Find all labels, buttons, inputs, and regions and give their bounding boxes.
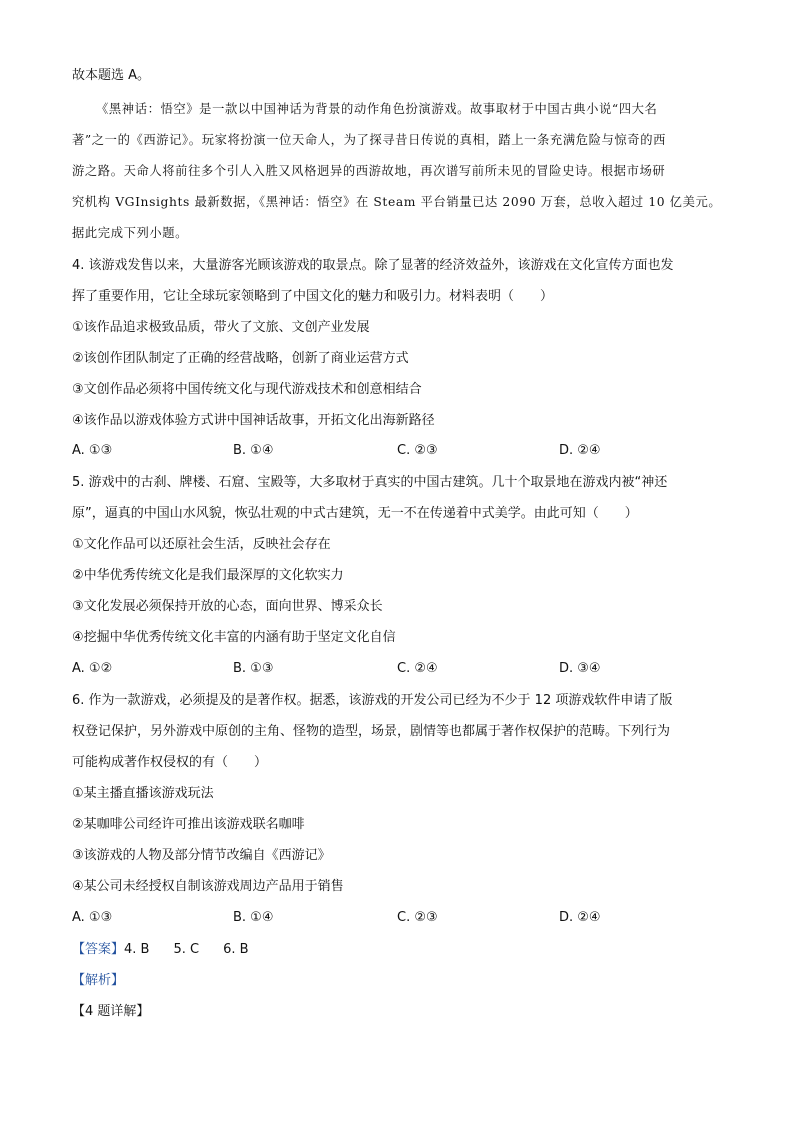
question-4-item: ②该创作团队制定了正确的经营战略，创新了商业运营方式 [72,351,409,366]
passage-line: 游之路。天命人将前往多个引人入胜又风格迥异的西游故地，再次谱写前所未见的冒险史诗。根据市场研 [72,164,666,178]
question-4-item: ①该作品追求极致品质，带火了文旅、文创产业发展 [72,320,370,335]
question-6-item: ①某主播直播该游戏玩法 [72,786,214,801]
question-5-item: ①文化作品可以还原社会生活，反映社会存在 [72,537,331,552]
question-6-item: ④某公司未经授权自制该游戏周边产品用于销售 [72,879,344,894]
question-6-stem: 6. 作为一款游戏，必须提及的是著作权。据悉，该游戏的开发公司已经为不少于 12 项游戏软件申请了版 [72,693,673,708]
question-5-item: ④挖掘中华优秀传统文化丰富的内涵有助于坚定文化自信 [72,630,396,645]
question-5-stem: 原”，逼真的中国山水风貌，恢弘壮观的中式古建筑，无一不在传递着中式美学。由此可知（ ） [72,506,638,521]
question-6-item: ②某咖啡公司经许可推出该游戏联名咖啡 [72,817,305,832]
question-6-stem: 可能构成著作权侵权的有（ ） [72,755,268,770]
answer-value: 4. B [124,942,150,957]
question-4-item: ④该作品以游戏体验方式讲中国神话故事，开拓文化出海新路径 [72,413,435,428]
option-d: D. ③④ [559,661,601,676]
detail-label: 【4 题详解】 [72,1004,150,1019]
option-d: D. ②④ [559,443,601,458]
question-6-options [72,908,632,928]
option-c: C. ②③ [397,443,438,458]
analysis-label: 【解析】 [72,973,125,988]
option-a: A. ①③ [72,910,113,925]
question-5-options [72,659,632,679]
option-c: C. ②④ [397,661,438,676]
intro-line: 故本题选 A。 [72,68,151,83]
option-d: D. ②④ [559,910,601,925]
passage-line: 据此完成下列小题。 [72,226,189,240]
option-b: B. ①③ [233,661,274,676]
option-a: A. ①② [72,661,113,676]
option-a: A. ①③ [72,443,113,458]
question-6-item: ③该游戏的人物及部分情节改编自《西游记》 [72,848,331,863]
answer-value: 6. B [223,942,249,957]
passage-line: 究机构 VGInsights 最新数据，《黑神话：悟空》在 Steam 平台销量已达 2090 万套，总收入超过 10 亿美元。 [72,195,722,209]
question-4-stem: 4. 该游戏发售以来，大量游客光顾该游戏的取景点。除了显著的经济效益外，该游戏在文化宣传方面也发 [72,258,674,273]
question-5-item: ②中华优秀传统文化是我们最深厚的文化软实力 [72,568,344,583]
passage-line: 著”之一的《西游记》。玩家将扮演一位天命人，为了探寻昔日传说的真相，踏上一条充满危险与惊奇的西 [72,133,666,147]
question-4-options [72,441,632,461]
option-b: B. ①④ [233,443,274,458]
question-4-item: ③文创作品必须将中国传统文化与现代游戏技术和创意相结合 [72,382,422,397]
answer-line [72,940,249,960]
passage-line: 《黑神话：悟空》是一款以中国神话为背景的动作角色扮演游戏。故事取材于中国古典小说“四大名 [96,102,658,116]
answer-label: 【答案】 [72,942,125,957]
question-5-item: ③文化发展必须保持开放的心态，面向世界、博采众长 [72,599,383,614]
question-4-stem: 挥了重要作用，它让全球玩家领略到了中国文化的魅力和吸引力。材料表明（ ） [72,289,554,304]
option-b: B. ①④ [233,910,274,925]
question-6-stem: 权登记保护，另外游戏中原创的主角、怪物的造型，场景，剧情等也都属于著作权保护的范畴。下列行为 [72,724,671,739]
answer-value: 5. C [173,942,200,957]
option-c: C. ②③ [397,910,438,925]
question-5-stem: 5. 游戏中的古刹、牌楼、石窟、宝殿等，大多取材于真实的中国古建筑。几十个取景地在游戏内被“神还 [72,475,668,490]
